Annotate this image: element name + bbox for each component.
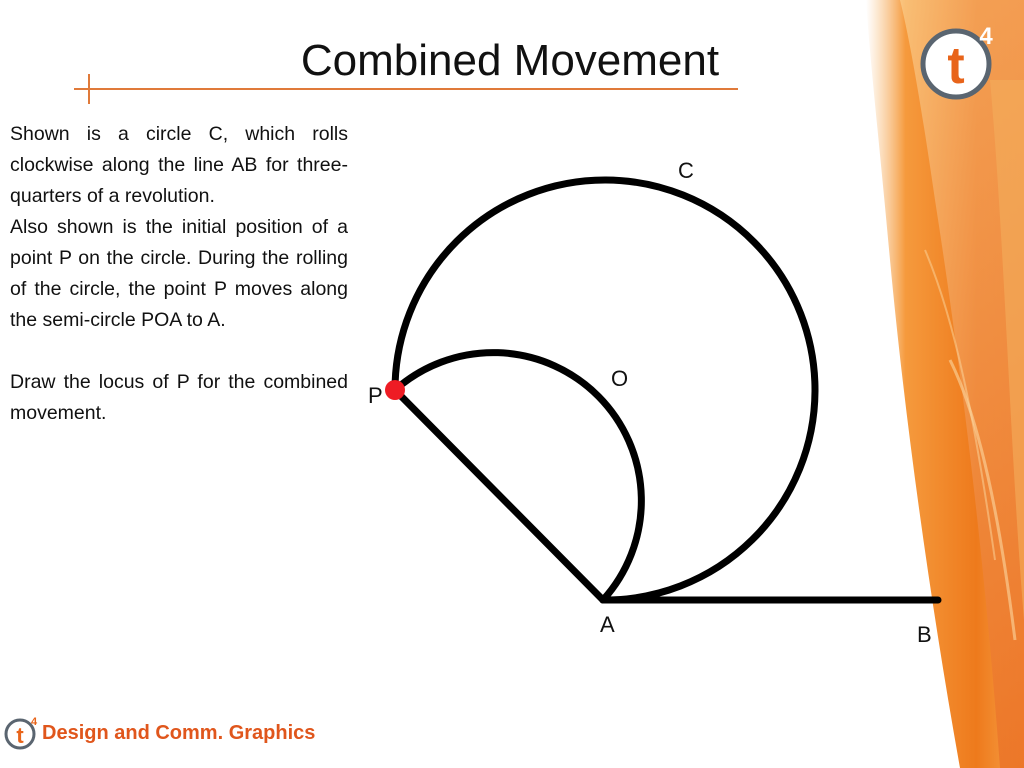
footer-logo-glyph: t <box>16 723 24 748</box>
circle-c <box>395 180 815 600</box>
logo-glyph: t <box>947 37 965 95</box>
paragraph-2: Also shown is the initial position of a point P on the circle. During the rolling of the circle, the point P moves along the semi-circle POA to A. <box>10 216 348 331</box>
label-a: A <box>600 612 615 637</box>
label-p: P <box>368 383 383 408</box>
footer-brand-text: Design and Comm. Graphics <box>42 722 316 744</box>
slide-title: Combined Movement <box>300 36 720 85</box>
footer-t4-logo-icon <box>4 714 40 750</box>
logo-superscript: 4 <box>979 23 993 50</box>
label-c: C <box>678 158 694 183</box>
paragraph-1: Shown is a circle C, which rolls clockwise along the line AB for three-quarters of a revolution. <box>10 123 348 207</box>
line-pa <box>395 390 603 600</box>
semicircle-poa <box>395 353 641 600</box>
footer-logo-superscript: 4 <box>30 716 38 728</box>
paragraph-3: Draw the locus of P for the combined movement. <box>10 371 348 424</box>
point-p-marker <box>385 380 405 400</box>
label-o: O <box>611 366 629 391</box>
label-b: B <box>917 622 932 647</box>
